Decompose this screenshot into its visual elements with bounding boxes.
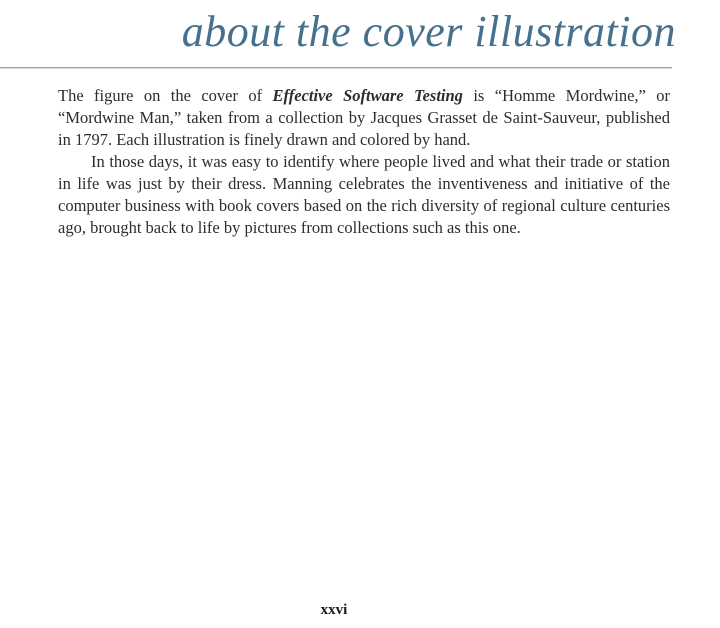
paragraph-cover-figure — [58, 85, 670, 151]
title-divider-rule — [0, 67, 672, 69]
book-title-emphasis: Effective Software Testing — [272, 86, 463, 105]
paragraph1-before-title: The figure on the cover of — [58, 86, 273, 105]
page-title: about the cover illustration — [181, 7, 676, 56]
page-number: xxvi — [320, 602, 348, 618]
paragraph-manning-tradition: In those days, it was easy to identify where people lived and what their trade or station in life was just by their dress. Manning celebrates the inventiveness and initiative of the computer business with book covers based on the rich diversity of regional culture centuries ago, brought back to life by pictures from collections such as this one. — [58, 152, 670, 237]
body-text-block — [58, 85, 670, 239]
paragraph1-after-title: is “Homme Mordwine,” or “Mordwine Man,” taken from a collection by Jacques Grasset de Saint-Sauveur, published in 1797. Each illustration is finely drawn and colored by hand. — [58, 86, 670, 149]
